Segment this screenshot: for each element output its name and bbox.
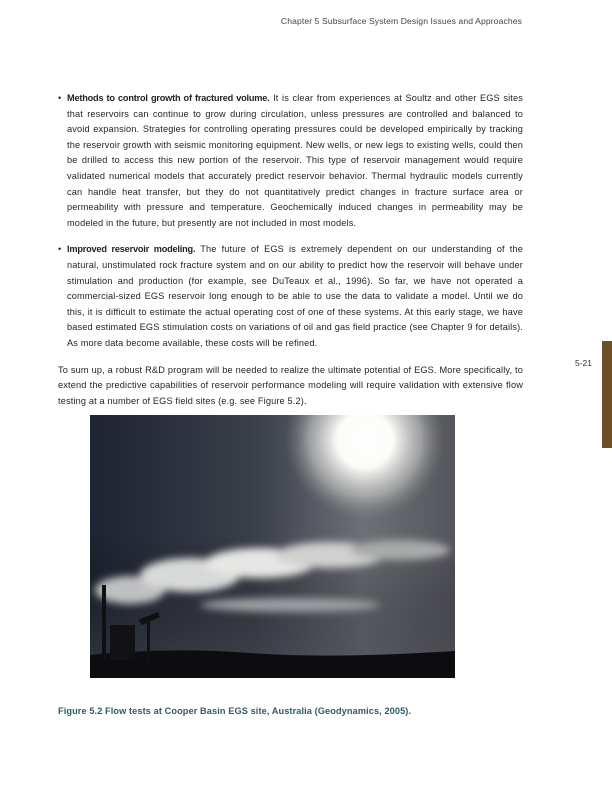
summary-paragraph: To sum up, a robust R&D program will be needed to realize the ultimate potential of EGS. More specifically, to extend the predictive capabilities of reservoir performance modeling will require validation with extensive flow testing at a number of EGS field sites (e.g. see Figure 5.2). [58, 364, 523, 406]
chapter-tab-bar [602, 341, 612, 448]
figure-caption: Figure 5.2 Flow tests at Cooper Basin EGS site, Australia (Geodynamics, 2005). [58, 706, 412, 716]
bullet-marker: • [58, 93, 62, 103]
bullet-lead: Improved reservoir modeling. [67, 244, 196, 255]
bullet-marker: • [58, 244, 62, 255]
bullet-lead: Methods to control growth of fractured volume. [67, 93, 270, 103]
page-number: 5-21 [575, 358, 593, 368]
bullet-item-reservoir-modeling [58, 242, 523, 351]
body-text [58, 91, 523, 409]
figure-photo-flow-test [90, 415, 455, 678]
bullet-text: It is clear from experiences at Soultz and other EGS sites that reservoirs can continue to grow during circulation, unless pressures are controlled and balanced to avoid expansion. Strategies for controlling operating pressures could be developed empirically by tracking the reservoir growth with seismic monitoring equipment. New wells, or new legs to existing wells, could then be drilled to access this new portion of the reservoir. This type of reservoir management would require validated numerical models that accurately predict reservoir behavior. Thermal hydraulic models currently can handle heat transfer, but they do not quantitatively predict changes in fracture surface area or permeability with pressure and temperature. Geochemically induced changes in permeability may be modeled in the future, but presently are not included in most models. [67, 93, 523, 228]
running-header: Chapter 5 Subsurface System Design Issues and Approaches [280, 16, 522, 26]
bullet-text: The future of EGS is extremely dependent on our understanding of the natural, unstimulated rock fracture system and on our ability to predict how the reservoir will behave under stimulation and production (for example, see DuTeaux et al., 1996). So far, we have not operated a commercial-sized EGS reservoir long enough to be able to use the data to validate a model. Until we do this, it is difficult to estimate the actual operating cost of one of these systems. At this early stage, we have based estimated EGS stimulation costs on variations of oil and gas field practice (see Chapter 9 for details). As more data become available, these costs will be refined. [67, 244, 523, 348]
bullet-item-fracture-growth [58, 91, 523, 231]
